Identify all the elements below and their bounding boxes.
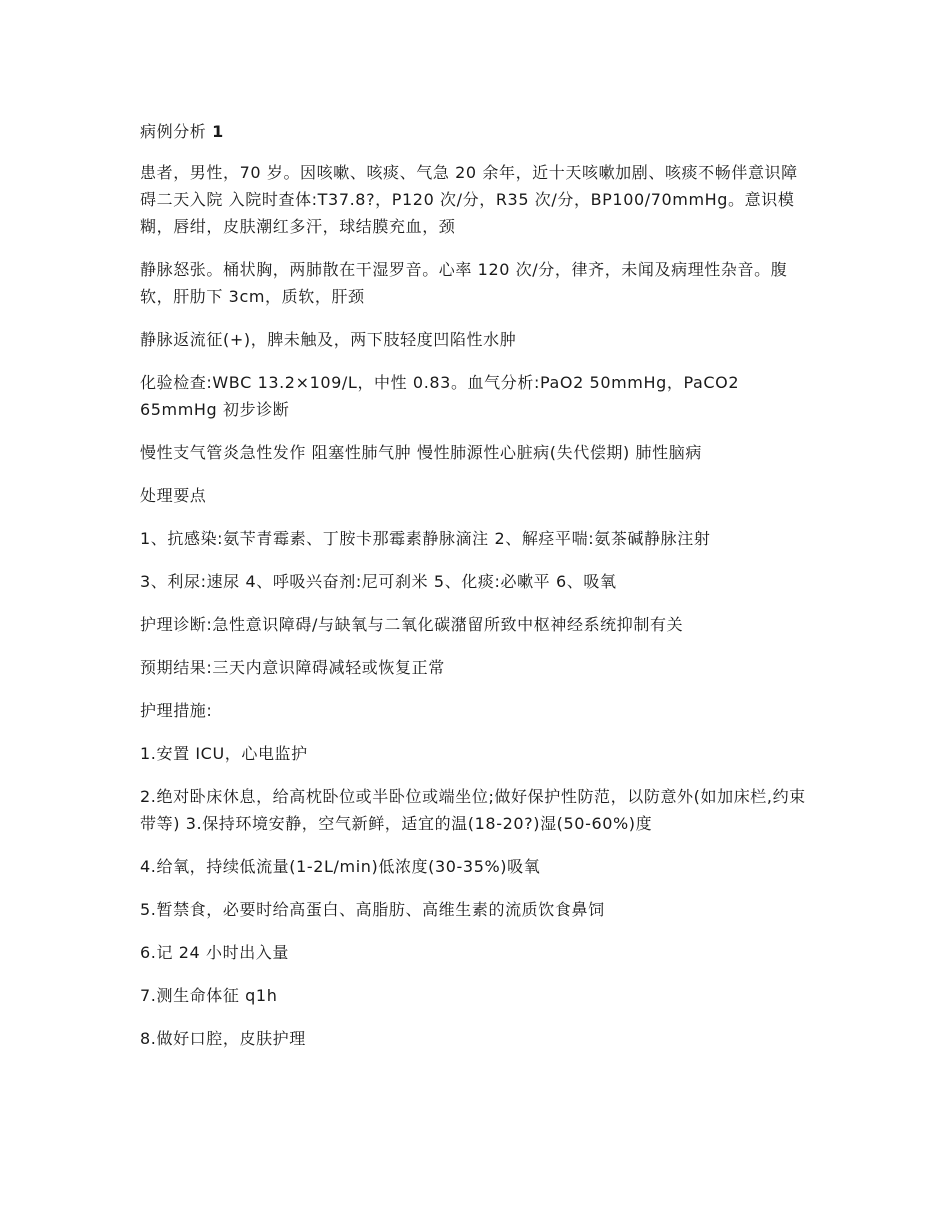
nursing-measures-heading: 护理措施:: [140, 701, 213, 720]
expected-outcome: 预期结果:三天内意识障碍减轻或恢复正常: [140, 658, 445, 677]
case-title-number: 1: [212, 122, 224, 141]
measure-2-3: 2.绝对卧床休息，给高枕卧位或半卧位或端坐位;做好保护性防范，以防意外(如加床栏,约束带等) 3.保持环境安静，空气新鲜，适宜的温(18-20?)湿(50-60%)度: [140, 787, 806, 833]
lab-paragraph: 化验检查:WBC 13.2×109/L，中性 0.83。血气分析:PaO2 50mmHg，PaCO2 65mmHg 初步诊断: [140, 373, 740, 419]
measure-1: 1.安置 ICU，心电监护: [140, 744, 308, 763]
exam-continued-paragraph: 静脉返流征(+)，脾未触及，两下肢轻度凹陷性水肿: [140, 330, 517, 349]
case-title-text: 病例分析: [140, 122, 207, 141]
measure-6: 6.记 24 小时出入量: [140, 943, 289, 962]
document-page: [140, 118, 810, 1068]
diagnosis-paragraph: 慢性支气管炎急性发作 阻塞性肺气肿 慢性肺源性心脏病(失代偿期) 肺性脑病: [140, 443, 702, 462]
measure-8: 8.做好口腔，皮肤护理: [140, 1029, 306, 1048]
exam-paragraph: 静脉怒张。桶状胸，两肺散在干湿罗音。心率 120 次/分，律齐，未闻及病理性杂音。腹软，肝肋下 3cm，质软，肝颈: [140, 260, 788, 306]
case-title: [140, 118, 810, 145]
nursing-diagnosis: 护理诊断:急性意识障碍/与缺氧与二氧化碳潴留所致中枢神经系统抑制有关: [140, 615, 684, 634]
treatment-line-1: 1、抗感染:氨苄青霉素、丁胺卡那霉素静脉滴注 2、解痉平喘:氨茶碱静脉注射: [140, 529, 711, 548]
measure-7: 7.测生命体征 q1h: [140, 986, 278, 1005]
measure-4: 4.给氧，持续低流量(1-2L/min)低浓度(30-35%)吸氧: [140, 857, 541, 876]
treatment-heading: 处理要点: [140, 486, 207, 505]
patient-history-paragraph: 患者，男性，70 岁。因咳嗽、咳痰、气急 20 余年，近十天咳嗽加剧、咳痰不畅伴意识障碍二天入院 入院时查体:T37.8?，P120 次/分，R35 次/分，BP100/70mmHg。意识模糊，唇绀，皮肤潮红多汗，球结膜充血，颈: [140, 163, 798, 236]
measure-5: 5.暂禁食，必要时给高蛋白、高脂肪、高维生素的流质饮食鼻饲: [140, 900, 605, 919]
treatment-line-2: 3、利尿:速尿 4、呼吸兴奋剂:尼可刹米 5、化痰:必嗽平 6、吸氧: [140, 572, 617, 591]
